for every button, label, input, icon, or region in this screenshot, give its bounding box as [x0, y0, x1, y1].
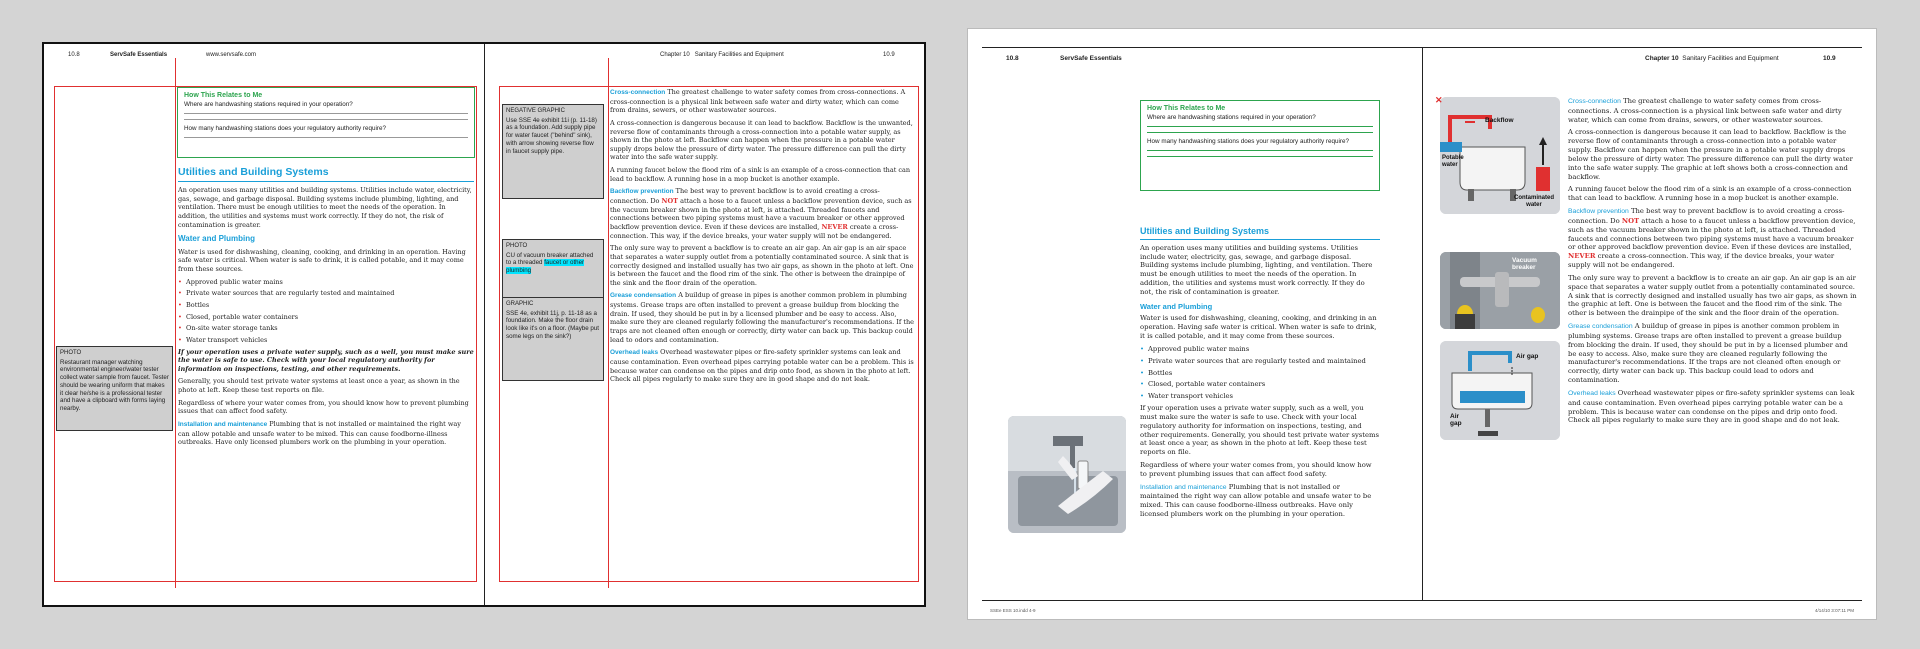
- utilities-intro: An operation uses many utilities and building systems. Utilities include water, electricity, gas, sewage, and garbage disposal. Building systems include plumbing, lighting, and ventilation. There must be enough utilities to meet the needs of the operation. In addition, the utilities and systems must work correctly. If they do not, the risk of contamination is greater.: [1140, 243, 1373, 296]
- source-item: • Bottles: [1140, 369, 1380, 378]
- right-running-head: Chapter 10 Sanitary Facilities and Equipment: [660, 52, 784, 58]
- right-folio: 10.9: [1823, 55, 1836, 62]
- x-mark-icon: ✕: [1435, 95, 1443, 105]
- water-intro: Water is used for dishwashing, cleaning, cooking, and drinking in an operation. Having safe water is critical. When water is safe to drink, it is called potable, and it may come from these sources.: [1140, 314, 1377, 341]
- right-folio: 10.9: [883, 52, 895, 58]
- overhead-para: Overhead leaks Overhead wastewater pipes or fire-safety sprinkler systems can leak and cause contamination. Even overhead pipes carrying potable water can be a problem. This is because water can condense on the pipes and drip onto food, as shown in the photo at left. Check all pipes regularly to make sure they are in good shape and do not leak.: [610, 348, 914, 384]
- utilities-intro: An operation uses many utilities and building systems. Utilities include water, electricity, gas, sewage, and garbage disposal. Building systems include plumbing, lighting, and ventilation. There must be enough utilities to meet the needs of the operation. In addition, the utilities and systems must work correctly. If they do not, the risk of contamination is greater.: [178, 185, 472, 229]
- utilities-heading: Utilities and Building Systems: [1140, 226, 1380, 240]
- private-water-note: If your operation uses a private water supply, such as a well, you must make sure the water is safe to use. Check with your local regulatory authority for information on inspections, testing, and other requirements. Generally, you should test private water systems at least once a year, as shown in the photo at left. Keep these test reports on file.: [1140, 404, 1379, 457]
- left-url: www.servsafe.com: [206, 52, 257, 58]
- left-folio: 10.8: [1006, 55, 1019, 62]
- regardless-note: Regardless of where your water comes from, you should know how to prevent plumbing issues that can affect food safety.: [1140, 461, 1372, 478]
- backflow-para: A cross-connection is dangerous because it can lead to backflow. Backflow is the unwanted, reverse flow of contaminants through a cross-connection into a potable water supply, as shown in the photo at left. Backflow can happen when the pressure in a potable water supply drops below the pressure of dirty water. The pressure difference can pull the dirty water into the safe water supply.: [610, 118, 913, 162]
- overhead-para: Overhead leaks Overhead wastewater pipes or fire-safety sprinkler systems can leak and cause contamination. Even overhead pipes carrying potable water can be a problem. This is because water can condense on the pipes and drip onto food. Check all pipes regularly to make sure they are in good shape and do not leak.: [1568, 388, 1855, 425]
- draft-right-column: [610, 88, 916, 388]
- vacuum-label: Vacuum breaker: [1512, 257, 1537, 271]
- column-guide-right: [608, 58, 609, 588]
- prevention-para: Backflow prevention The best way to prevent backflow is to avoid creating a cross-connection. Do NOT attach a hose to a faucet unless a backflow prevention device, such as the vacuum breaker shown in the photo at left, is attached. Threaded faucets and connections between two piping systems must have a vacuum breaker or other approved backflow prevention device. Even if these devices are installed, NEVER create a cross-connection. This way, if the device breaks, your water supply will not be endangered.: [610, 187, 912, 240]
- source-item: • Approved public water mains: [1140, 345, 1380, 354]
- regardless-note: Regardless of where your water comes from, you should know how to prevent plumbing issues that can affect food safety.: [178, 398, 469, 416]
- backflow-para: A cross-connection is dangerous because it can lead to backflow. Backflow is the reverse flow of contaminants through a cross-connection into a potable water supply. Backflow can happen when the pressure in a potable water supply drops below the pressure of dirty water. The pressure difference can pull the dirty water into the safe water supply. The graphic at left shows both a cross-connection and backflow.: [1568, 128, 1853, 181]
- footer-left: SSEe ESS 10.indd 4-9: [990, 608, 1036, 613]
- draft-spread: [42, 42, 926, 607]
- source-item: • Water transport vehicles: [1140, 392, 1380, 401]
- cross-para: Cross-connection The greatest challenge to water safety comes from cross-connections. A cross-connection is a physical link between safe water and dirty water, which can come from drains, sewers, or other wastewater sources.: [1568, 97, 1842, 124]
- airgap-para: The only sure way to prevent a backflow is to create an air gap. An air gap is an air space that separates a water supply outlet from a potentially contaminated source. A sink that is correctly designed and installed usually has two air gaps, as shown in the graphic at left. One is between the faucet and the flood rim of the sink. The other is between the drainpipe of the sink and the floor drain of the operation.: [1568, 273, 1857, 318]
- gutter: [484, 44, 485, 605]
- contaminated-label: Contaminated water: [1513, 195, 1554, 208]
- water-sample-photo: [1008, 416, 1126, 533]
- faucet-para: A running faucet below the flood rim of a sink is an example of a cross-connection that can lead to backflow. A running hose in a mop bucket is another example.: [1568, 185, 1852, 203]
- airgap-top-label: Air gap: [1516, 353, 1539, 360]
- relates-q1: Where are handwashing stations required in your operation?: [184, 101, 353, 108]
- vacuum-photo-placeholder: PHOTO CU of vacuum breaker attached to a threaded faucet or other plumbing: [502, 239, 604, 321]
- relates-box: [1140, 100, 1380, 191]
- test-note: Generally, you should test private water systems at least once a year, as shown in the photo at left. Keep these test reports on file.: [178, 377, 460, 395]
- source-item: • Private water sources that are regularly tested and maintained: [178, 289, 474, 298]
- relates-title: How This Relates to Me: [1147, 105, 1226, 112]
- draft-left-column: [178, 162, 474, 451]
- source-item: • Water transport vehicles: [178, 336, 474, 345]
- airgap-para: The only sure way to prevent a backflow is to create an air gap. An air gap is an air space that separates a water supply outlet from a potentially contaminated source. A sink that is correctly designed and installed usually has two air gaps, as shown in the photo at left. One is between the faucet and the flood rim of the sink. The other is between the drainpipe of the sink and the floor drain of the operation.: [610, 244, 914, 287]
- relates-q2: How many handwashing stations does your regulatory authority require?: [184, 125, 386, 132]
- airgap-graphic: [1440, 341, 1560, 440]
- relates-q2: How many handwashing stations does your regulatory authority require?: [1147, 138, 1349, 145]
- negative-graphic-placeholder: NEGATIVE GRAPHIC Use SSE 4e exhibit 11i (p. 11-18) as a foundation. Add supply pipe for water faucet ("behind" sink), with arrow showing reverse flow in faucet supply pipe.: [502, 104, 604, 199]
- relates-title: How This Relates to Me: [184, 92, 263, 99]
- final-spread: [967, 28, 1877, 620]
- grease-para: Grease condensation A buildup of grease in pipes is another common problem in plumbing systems. Grease traps are often installed to prevent a grease buildup from blocking the drain. If used, they should be put in by a licensed plumber and be easy to access. Also, make sure they are cleaned regularly following the manufacturer's recommendations. If the traps are not cleaned often enough or correctly, dirty water can back up. This backup could lead to odors and contamination.: [1568, 322, 1848, 385]
- install-para: Installation and maintenance Plumbing that is not installed or maintained the right way can allow potable and unsafe water to be mixed. This can cause foodborne-illness outbreaks. Have only licensed plumbers work on the plumbing in your operation.: [1140, 482, 1372, 519]
- relates-q1: Where are handwashing stations required in your operation?: [1147, 114, 1316, 121]
- airgap-bottom-label: Air gap: [1450, 413, 1462, 428]
- left-running-head: ServSafe Essentials: [1060, 55, 1122, 62]
- final-left-column: [1140, 222, 1380, 523]
- grease-para: Grease condensation A buildup of grease in pipes is another common problem in plumbing systems. Grease traps are often installed to prevent a grease buildup from blocking the drain. If used, they should be put in by a licensed plumber and be easy to access. Also, make sure they are cleaned regularly following the manufacturer's recommendations. If the traps are not cleaned often enough or correctly, dirty water can back up. This backup could lead to odors and contamination.: [610, 291, 914, 344]
- left-folio: 10.8: [68, 52, 80, 58]
- private-water-note: If your operation uses a private water supply, such as a well, you must make sure the water is safe to use. Check with your local regulatory authority for information on inspections, testing, and other requirements.: [178, 347, 474, 373]
- footer-right: 4/14/10 3:07:11 PM: [1815, 608, 1854, 613]
- source-item: • On-site water storage tanks: [178, 324, 474, 333]
- source-item: • Closed, portable water containers: [178, 313, 474, 322]
- relates-box: [177, 87, 475, 158]
- utilities-heading: Utilities and Building Systems: [178, 166, 474, 182]
- install-para: Installation and maintenance Plumbing that is not installed or maintained the right way can allow potable and unsafe water to be mixed. This can cause foodborne-illness outbreaks. Have only licensed plumbers work on the plumbing in your operation.: [178, 420, 461, 447]
- gutter: [1422, 47, 1423, 601]
- source-item: • Private water sources that are regularly tested and maintained: [1140, 357, 1380, 366]
- graphic-placeholder: GRAPHIC SSE 4e, exhibit 11j, p. 11-18 as a foundation. Make the floor drain look like it's on a floor. (Maybe put some legs on the sink?): [502, 297, 604, 381]
- faucet-para: A running faucet below the flood rim of a sink is an example of a cross-connection that can lead to backflow. A running hose in a mop bucket is another example.: [610, 166, 911, 183]
- source-item: • Approved public water mains: [178, 278, 474, 287]
- left-running-head: ServSafe Essentials: [110, 52, 168, 58]
- backflow-graphic: [1440, 97, 1560, 214]
- photo-placeholder-water-test: PHOTO Restaurant manager watching environmental engineer/water tester collect water sample from faucet. Tester should be wearing uniform that makes it clear he/she is a professional tester and have a clipboard with forms laying nearby.: [56, 346, 173, 431]
- cross-para: Cross-connection The greatest challenge to water safety comes from cross-connections. A cross-connection is a physical link between safe water and dirty water, which can come from drains, sewers, or other wastewater sources.: [610, 88, 906, 115]
- backflow-label: Backflow: [1485, 117, 1514, 124]
- water-heading: Water and Plumbing: [1140, 301, 1213, 311]
- prevention-para: Backflow prevention The best way to prevent backflow is to avoid creating a cross-connection. Do NOT attach a hose to a faucet unless a backflow prevention device, such as the vacuum breaker shown in the photo at left, is attached. Threaded faucets and connections between two piping systems must have a vacuum breaker or other approved backflow prevention device. Even if these devices are installed, NEVER create a cross-connection. This way, if the device breaks, your water supply will not be endangered.: [1568, 207, 1856, 270]
- column-guide-left: [175, 58, 176, 588]
- right-running-head: Chapter 10 Sanitary Facilities and Equipment: [1645, 55, 1779, 62]
- source-item: • Bottles: [178, 301, 474, 310]
- potable-label: Potable water: [1442, 155, 1464, 168]
- water-heading: Water and Plumbing: [178, 234, 256, 244]
- source-item: • Closed, portable water containers: [1140, 380, 1380, 389]
- water-intro: Water is used for dishwashing, cleaning, cooking, and drinking in an operation. Having safe water is critical. When water is safe to drink, it is called potable, and it may come from these sources.: [178, 247, 466, 274]
- final-right-column: [1568, 97, 1858, 429]
- vacuum-breaker-photo: [1440, 252, 1560, 329]
